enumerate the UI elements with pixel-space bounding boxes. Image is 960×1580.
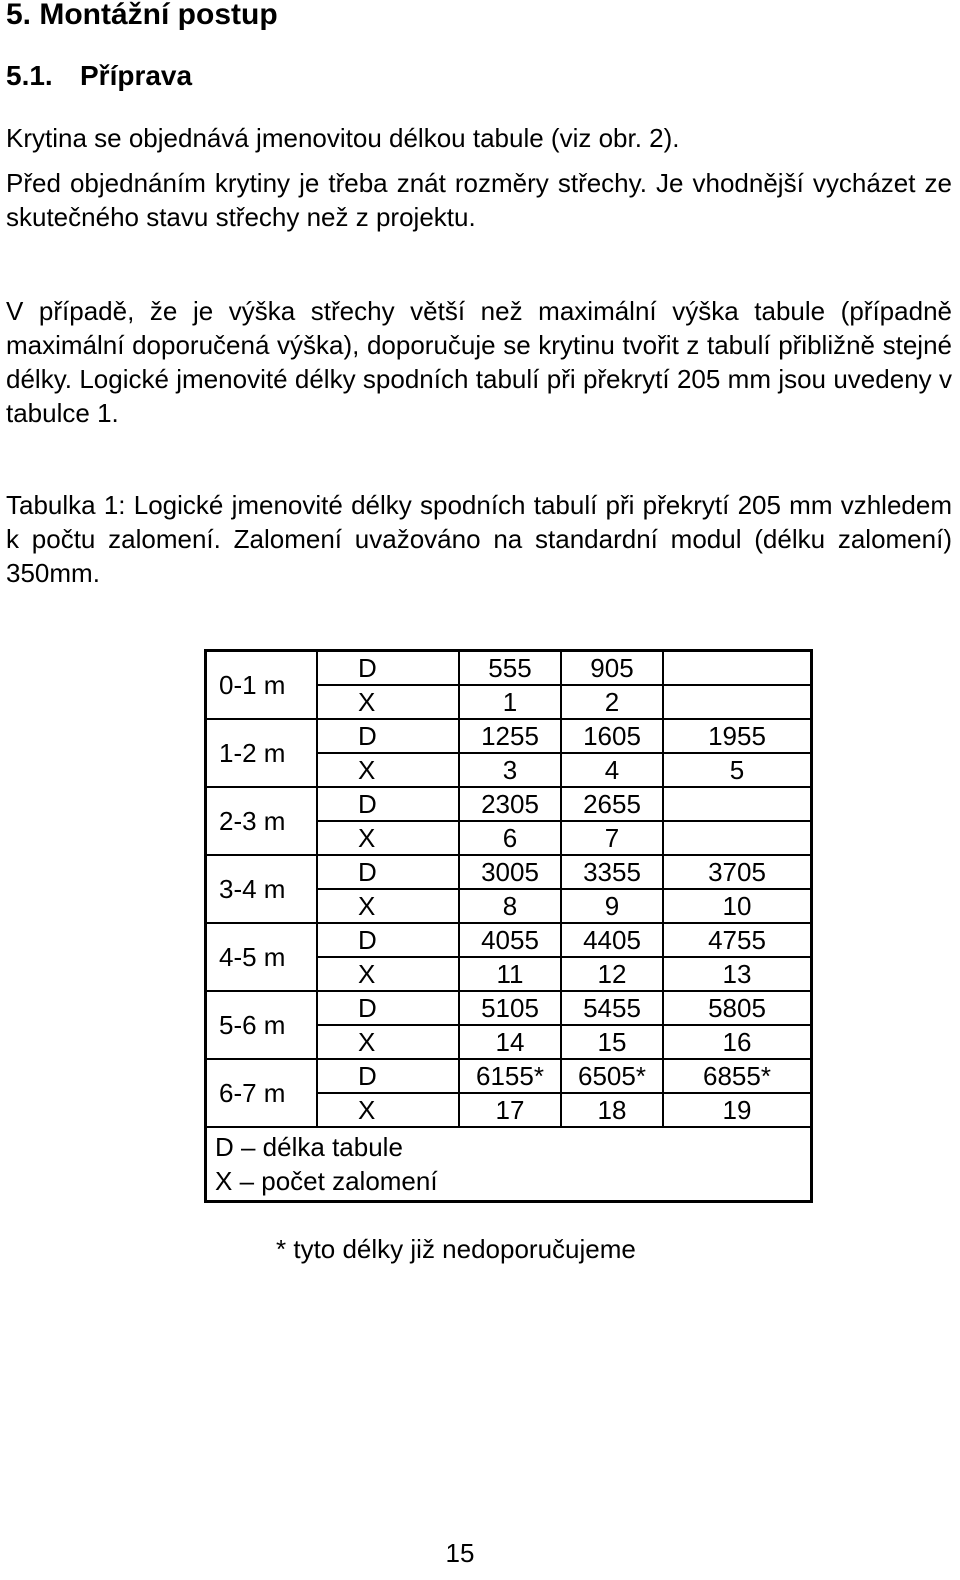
subsection-title: Příprava (80, 60, 193, 91)
paragraph-2: Před objednáním krytiny je třeba znát rozměry střechy. Je vhodnější vycházet ze skutečného stavu střechy než z projektu. (6, 168, 952, 232)
subsection-number: 5.1. (6, 60, 53, 91)
folds-label-cell: X (317, 1093, 459, 1127)
folds-value-cell (663, 821, 812, 855)
length-label-cell: D (317, 651, 459, 686)
folds-value-cell: 13 (663, 957, 812, 991)
length-label-cell: D (317, 719, 459, 753)
folds-value-cell: 9 (561, 889, 663, 923)
length-value-cell (663, 787, 812, 821)
folds-value-cell: 18 (561, 1093, 663, 1127)
folds-value-cell: 12 (561, 957, 663, 991)
folds-label-cell: X (317, 889, 459, 923)
height-range-cell: 4-5 m (206, 923, 318, 991)
folds-value-cell: 8 (459, 889, 561, 923)
folds-value-cell: 10 (663, 889, 812, 923)
length-value-cell: 2305 (459, 787, 561, 821)
length-value-cell: 555 (459, 651, 561, 686)
table-row (206, 1059, 812, 1093)
folds-value-cell: 14 (459, 1025, 561, 1059)
height-range-cell: 3-4 m (206, 855, 318, 923)
lengths-table (204, 649, 813, 1203)
height-range-cell: 1-2 m (206, 719, 318, 787)
folds-value-cell: 3 (459, 753, 561, 787)
length-value-cell: 6505* (561, 1059, 663, 1093)
folds-label-cell: X (317, 957, 459, 991)
table-legend-row (206, 1127, 812, 1202)
folds-value-cell: 11 (459, 957, 561, 991)
folds-label-cell: X (317, 685, 459, 719)
length-label-cell: D (317, 787, 459, 821)
table-row (206, 787, 812, 821)
folds-value-cell: 16 (663, 1025, 812, 1059)
table-legend (206, 1127, 812, 1202)
page-number: 15 (445, 1538, 475, 1568)
folds-label-cell: X (317, 821, 459, 855)
height-range-cell: 6-7 m (206, 1059, 318, 1127)
height-range-cell: 2-3 m (206, 787, 318, 855)
height-range-cell: 5-6 m (206, 991, 318, 1059)
length-value-cell: 2655 (561, 787, 663, 821)
legend-x: X – počet zalomení (215, 1166, 438, 1196)
legend-d: D – délka tabule (215, 1132, 403, 1162)
footnote: * tyto délky již nedoporučujeme (276, 1234, 636, 1264)
length-label-cell: D (317, 1059, 459, 1093)
length-value-cell: 3705 (663, 855, 812, 889)
folds-label-cell: X (317, 1025, 459, 1059)
folds-value-cell (663, 685, 812, 719)
length-label-cell: D (317, 991, 459, 1025)
folds-value-cell: 15 (561, 1025, 663, 1059)
table-row (206, 991, 812, 1025)
length-value-cell: 905 (561, 651, 663, 686)
table-row (206, 923, 812, 957)
length-value-cell: 4405 (561, 923, 663, 957)
section-heading: 5. Montážní postup (6, 0, 278, 31)
folds-value-cell: 17 (459, 1093, 561, 1127)
folds-value-cell: 7 (561, 821, 663, 855)
length-value-cell: 4055 (459, 923, 561, 957)
table-caption: Tabulka 1: Logické jmenovité délky spodních tabulí při překrytí 205 mm vzhledem k počtu zalomení. Zalomení uvažováno na standardní modul (délku zalomení) 350mm. (6, 490, 952, 588)
length-value-cell: 5455 (561, 991, 663, 1025)
length-value-cell: 5805 (663, 991, 812, 1025)
folds-value-cell: 6 (459, 821, 561, 855)
subsection-heading (6, 60, 192, 92)
length-value-cell: 5105 (459, 991, 561, 1025)
folds-value-cell: 19 (663, 1093, 812, 1127)
length-value-cell: 3355 (561, 855, 663, 889)
length-value-cell: 1255 (459, 719, 561, 753)
length-value-cell: 6855* (663, 1059, 812, 1093)
folds-value-cell: 2 (561, 685, 663, 719)
folds-value-cell: 1 (459, 685, 561, 719)
length-value-cell: 1955 (663, 719, 812, 753)
paragraph-1: Krytina se objednává jmenovitou délkou tabule (viz obr. 2). (6, 123, 680, 153)
table-row (206, 651, 812, 686)
table-row (206, 719, 812, 753)
length-value-cell: 3005 (459, 855, 561, 889)
paragraph-3: V případě, že je výška střechy větší než maximální výška tabule (případně maximální doporučená výška), doporučuje se krytinu tvořit z tabulí přibližně stejné délky. Logické jmenovité délky spodních tabulí při překrytí 205 mm jsou uvedeny v tabulce 1. (6, 296, 952, 428)
length-value-cell: 6155* (459, 1059, 561, 1093)
height-range-cell: 0-1 m (206, 651, 318, 720)
length-label-cell: D (317, 923, 459, 957)
length-value-cell (663, 651, 812, 686)
length-value-cell: 4755 (663, 923, 812, 957)
table-row (206, 855, 812, 889)
folds-value-cell: 4 (561, 753, 663, 787)
length-value-cell: 1605 (561, 719, 663, 753)
folds-label-cell: X (317, 753, 459, 787)
folds-value-cell: 5 (663, 753, 812, 787)
length-label-cell: D (317, 855, 459, 889)
